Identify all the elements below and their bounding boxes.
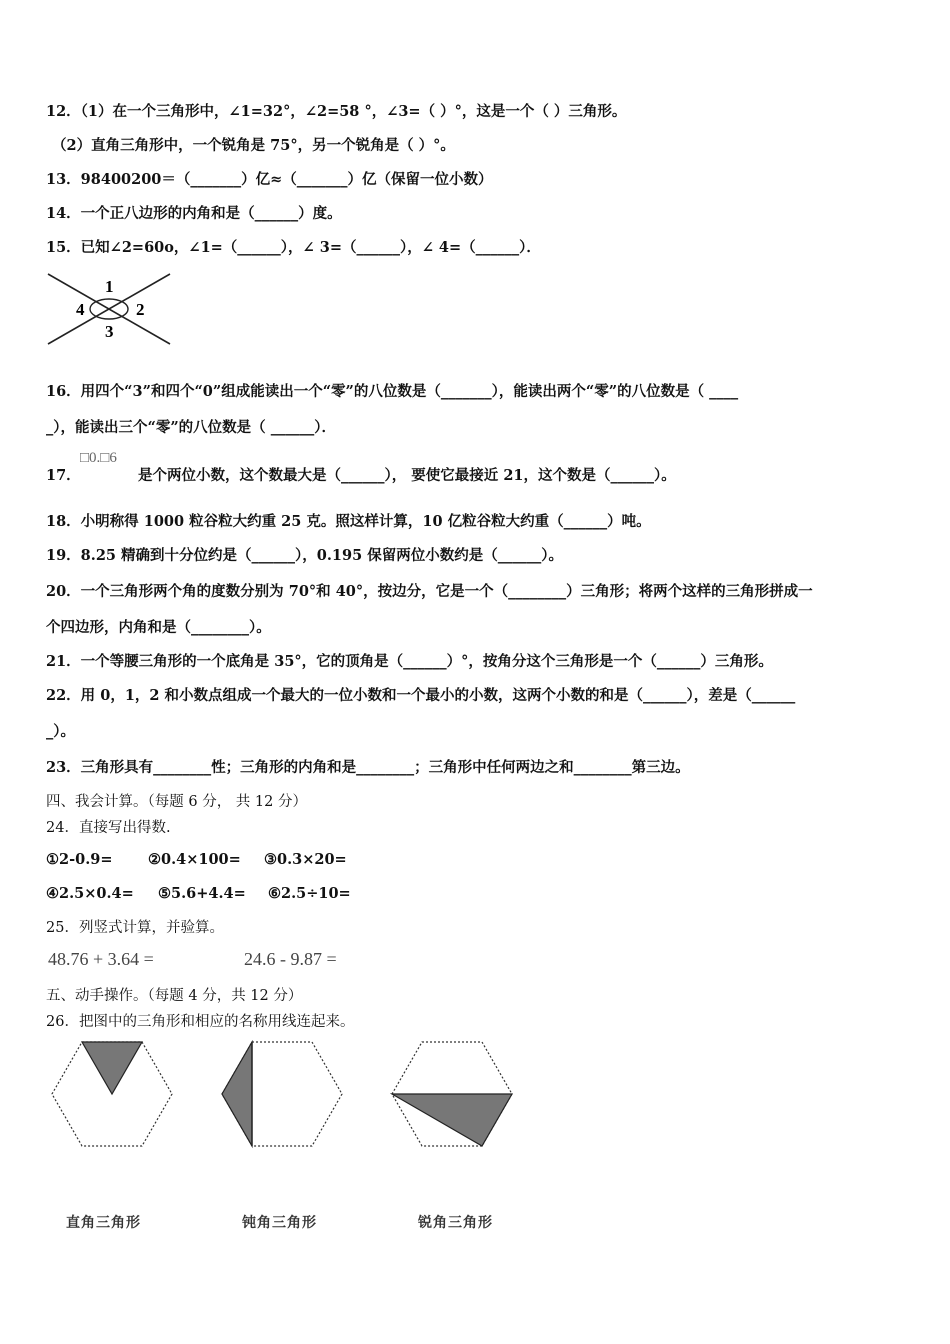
angle-label-2: 2 <box>136 300 145 319</box>
question-20-line2: 个四边形，内角和是（________）。 <box>46 619 271 636</box>
angle-label-1: 1 <box>105 277 114 296</box>
question-25: 25．列竖式计算，并验算。 <box>46 920 224 936</box>
question-18: 18．小明称得 1000 粒谷粒大约重 25 克。照这样计算，10 亿粒谷粒大约重（______）吨。 <box>46 513 651 530</box>
question-19: 19．8.25 精确到十分位约是（______），0.195 保留两位小数约是（______）。 <box>46 547 563 564</box>
hexagon-figure-3 <box>390 1040 515 1150</box>
question-26: 26．把图中的三角形和相应的名称用线连起来。 <box>46 1014 355 1030</box>
hexagon-figure-1 <box>50 1040 175 1150</box>
question-22-line2: _）。 <box>46 723 75 740</box>
section-5-heading: 五、动手操作。（每题 4 分，共 12 分） <box>46 988 303 1004</box>
label-obtuse-triangle: 钝角三角形 <box>242 1215 317 1231</box>
question-23: 23．三角形具有________性；三角形的内角和是________；三角形中任何两边之和________第三边。 <box>46 759 690 776</box>
section-4-heading: 四、我会计算。（每题 6 分， 共 12 分） <box>46 794 307 810</box>
q24-item-4: ④2.5×0.4= <box>46 885 134 902</box>
question-16-line1: 16．用四个“3”和四个“0”组成能读出一个“零”的八位数是（_______），能读出两个“零”的八位数是（ ____ <box>46 383 739 400</box>
question-21: 21．一个等腰三角形的一个底角是 35°，它的顶角是（______）°，按角分这个三角形是一个（______）三角形。 <box>46 653 773 670</box>
question-17-box-number: □0.□6 <box>80 450 117 466</box>
label-acute-triangle: 锐角三角形 <box>418 1215 493 1231</box>
question-16-line2: _），能读出三个“零”的八位数是（ ______）． <box>46 419 336 436</box>
question-14: 14．一个正八边形的内角和是（______）度。 <box>46 205 342 222</box>
question-17: 是个两位小数，这个数最大是（______）， 要使它最接近 21，这个数是（______）。 <box>138 467 676 484</box>
label-right-triangle: 直角三角形 <box>66 1215 141 1231</box>
q24-item-2: ②0.4×100= <box>148 851 241 868</box>
q24-item-5: ⑤5.6+4.4= <box>158 885 246 902</box>
q25-expression-2: 24.6 - 9.87 = <box>244 949 337 969</box>
question-15: 15．已知∠2=60o，∠1=（______），∠ 3=（______），∠ 4=（______）． <box>46 239 541 256</box>
question-13: 13．98400200＝（_______）亿≈（_______）亿（保留一位小数） <box>46 171 493 188</box>
question-22-line1: 22．用 0，1，2 和小数点组成一个最大的一位小数和一个最小的小数，这两个小数的和是（______），差是（______ <box>46 687 796 704</box>
question-12-part1: 12．（1）在一个三角形中，∠1=32°，∠2=58 °，∠3=（ ）°，这是一个（ ）三角形。 <box>46 103 627 120</box>
question-12-part2: （2）直角三角形中，一个锐角是 75°，另一个锐角是（ ）°。 <box>52 137 455 154</box>
q24-item-3: ③0.3×20= <box>264 851 347 868</box>
angle-label-4: 4 <box>76 300 85 319</box>
angle-label-3: 3 <box>105 322 114 341</box>
q24-item-1: ①2-0.9= <box>46 851 113 868</box>
q24-item-6: ⑥2.5÷10= <box>268 885 351 902</box>
angle-cross-figure <box>46 270 176 350</box>
hexagon-figure-2 <box>220 1040 345 1150</box>
question-24: 24．直接写出得数. <box>46 820 171 836</box>
question-17-number: 17． <box>46 467 81 484</box>
question-20-line1: 20．一个三角形两个角的度数分别为 70°和 40°，按边分，它是一个（________）三角形；将两个这样的三角形拼成一 <box>46 583 813 600</box>
q25-expression-1: 48.76 + 3.64 = <box>48 949 154 969</box>
